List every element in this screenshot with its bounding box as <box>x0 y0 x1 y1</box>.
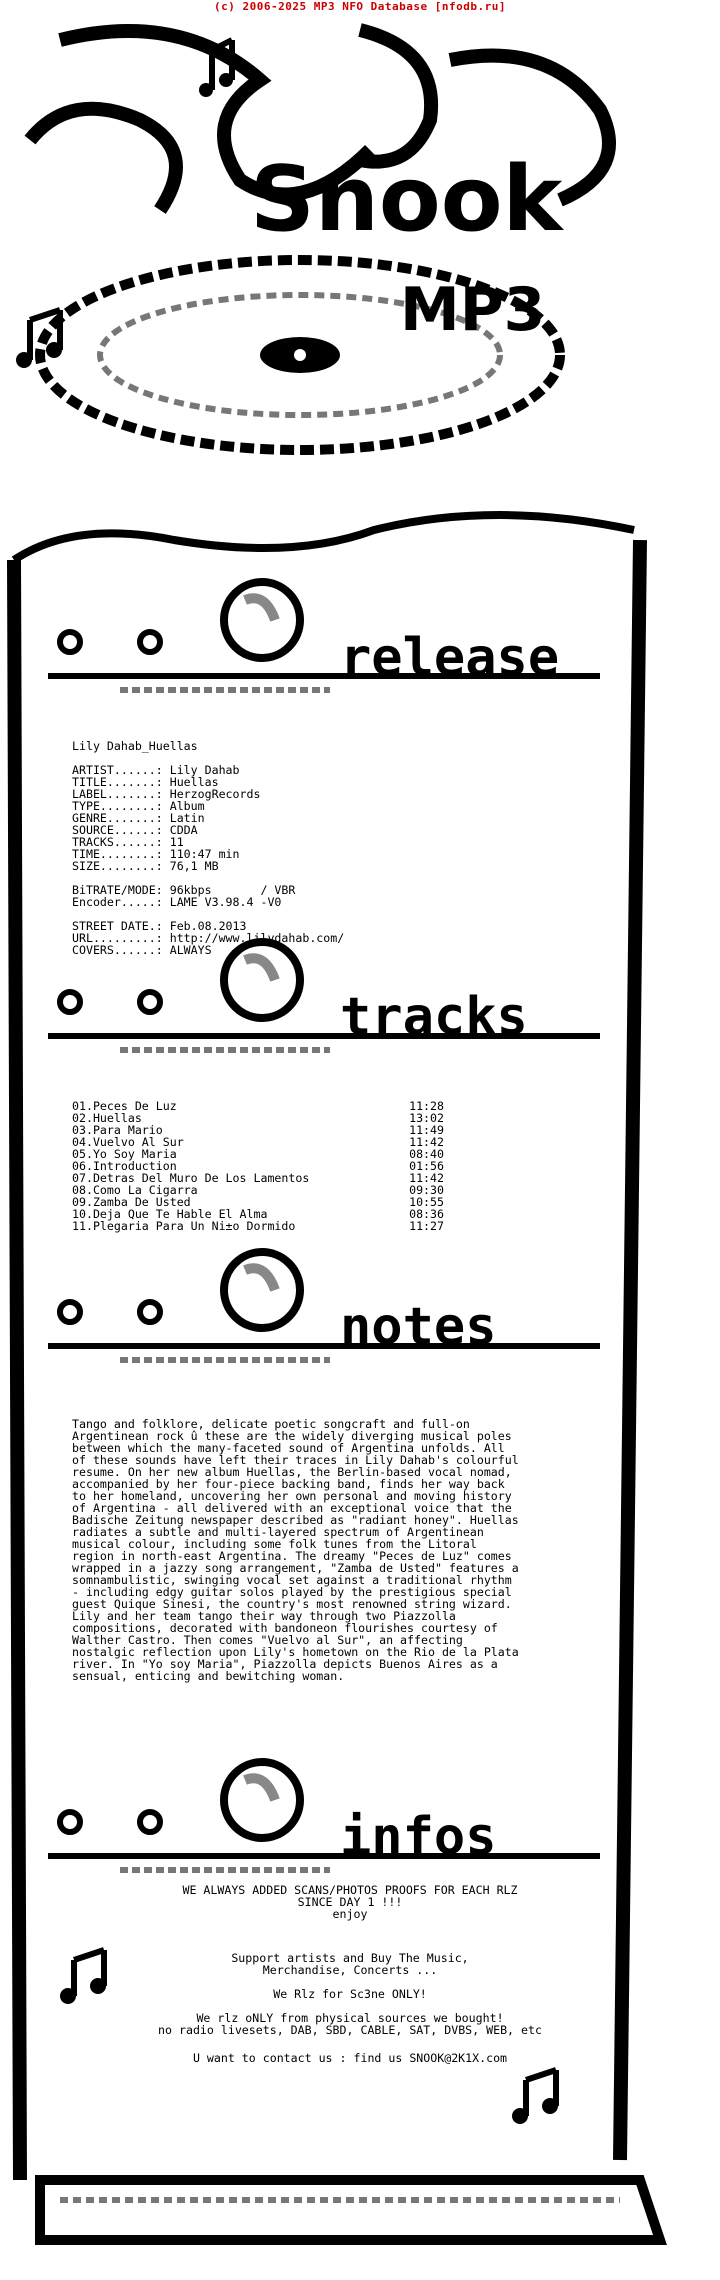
track-time: 11:42 <box>409 1171 444 1185</box>
infos-support-text <box>60 1952 640 1976</box>
track-title: 09.Zamba De Usted <box>72 1195 191 1209</box>
infos-scene-text: We Rlz for Sc3ne ONLY! <box>273 1987 427 2001</box>
track-title: 07.Detras Del Muro De Los Lamentos <box>72 1171 310 1185</box>
track-title: 05.Yo Soy Maria <box>72 1147 177 1161</box>
release-field: SOURCE......: CDDA <box>72 823 198 837</box>
release-label: release <box>340 628 560 688</box>
track-time: 09:30 <box>409 1183 444 1197</box>
notes-line: sensual, enticing and bewitching woman. <box>72 1669 345 1683</box>
release-field: GENRE.......: Latin <box>72 811 205 825</box>
notes-line: to her homeland, uncovering her own personal and moving history <box>72 1489 512 1503</box>
track-title: 11.Plegaria Para Un Ni±o Dormido <box>72 1219 296 1233</box>
release-name: Lily Dahab_Huellas <box>72 739 198 753</box>
notes-line: resume. On her new album Huellas, the Berlin-based vocal nomad, <box>72 1465 512 1479</box>
notes-line: radiates a subtle and multi-layered spectrum of Argentinean <box>72 1525 484 1539</box>
track-title: 03.Para Mario <box>72 1123 163 1137</box>
infos-line: Merchandise, Concerts ... <box>262 1963 438 1977</box>
release-field: TYPE........: Album <box>72 799 205 813</box>
track-time: 08:40 <box>409 1147 444 1161</box>
notes-line: compositions, decorated with bandoneon flourishes courtesy of <box>72 1621 498 1635</box>
tracks-section-header <box>48 942 600 1050</box>
track-list <box>72 1100 444 1232</box>
infos-line: enjoy <box>332 1907 368 1921</box>
notes-line: of Argentina - all delivered with an exceptional voice that the <box>72 1501 512 1515</box>
frame-bottom <box>40 2180 660 2240</box>
release-field: Encoder.....: LAME V3.98.4 -V0 <box>72 895 282 909</box>
release-field: ARTIST......: Lily Dahab <box>72 763 240 777</box>
logo-snook-text: Snook <box>250 147 563 252</box>
release-field: BiTRATE/MODE: 96kbps / VBR <box>72 883 296 897</box>
infos-section-header <box>48 1762 600 1870</box>
track-time: 08:36 <box>409 1207 444 1221</box>
release-field: TRACKS......: 11 <box>72 835 184 849</box>
infos-sources-text <box>60 2012 640 2036</box>
release-notes <box>72 1418 592 1682</box>
frame-top <box>14 515 634 560</box>
track-time: 11:49 <box>409 1123 444 1137</box>
notes-line: nostalgic reflection upon Lily's hometown on the Rio de la Plata <box>72 1645 519 1659</box>
track-title: 06.Introduction <box>72 1159 177 1173</box>
release-field: LABEL.......: HerzogRecords <box>72 787 261 801</box>
infos-line: no radio livesets, DAB, SBD, CABLE, SAT, DVBS, WEB, etc <box>158 2023 542 2037</box>
release-field: TITLE.......: Huellas <box>72 775 219 789</box>
track-title: 01.Peces De Luz <box>72 1099 177 1113</box>
track-time: 01:56 <box>409 1159 444 1173</box>
track-title: 04.Vuelvo Al Sur <box>72 1135 184 1149</box>
track-row <box>72 1220 444 1232</box>
snook-logo <box>30 30 609 450</box>
release-field: SIZE........: 76,1 MB <box>72 859 219 873</box>
infos-contact-text: U want to contact us : find us SNOOK@2K1X.com <box>192 2051 508 2065</box>
notes-line: Argentinean rock û these are the widely diverging musical poles <box>72 1429 512 1443</box>
track-time: 13:02 <box>409 1111 444 1125</box>
track-title: 10.Deja Que Te Hable El Alma <box>72 1207 268 1221</box>
release-field: STREET DATE.: Feb.08.2013 <box>72 919 247 933</box>
notes-line: Lily and her team tango their way through two Piazzolla <box>72 1609 456 1623</box>
notes-line: between which the many-faceted sound of Argentina unfolds. All <box>72 1441 505 1455</box>
infos-line: We rlz oNLY from physical sources we bought! <box>196 2011 504 2025</box>
notes-line: somnambulistic, swinging vocal set against a traditional rhythm <box>72 1573 512 1587</box>
track-time: 11:28 <box>409 1099 444 1113</box>
release-fields <box>72 764 344 956</box>
music-note-icon <box>16 40 233 368</box>
track-title: 08.Como La Cigarra <box>72 1183 198 1197</box>
infos-proofs-text <box>60 1884 640 1920</box>
notes-section-header <box>48 1252 600 1360</box>
notes-line: musical colour, including some folk tunes from the Litoral <box>72 1537 477 1551</box>
notes-line: Tango and folklore, delicate poetic songcraft and full-on <box>72 1417 470 1431</box>
notes-line: accompanied by her four-piece backing band, finds her way back <box>72 1477 505 1491</box>
release-field: URL.........: http://www.lilydahab.com/ <box>72 931 345 945</box>
track-time: 10:55 <box>409 1195 444 1209</box>
site-header: (c) 2006-2025 MP3 NFO Database [nfodb.ru] <box>213 0 507 13</box>
infos-line: SINCE DAY 1 !!! <box>297 1895 403 1909</box>
notes-line: Walther Castro. Then comes "Vuelvo al Sur", an affecting <box>72 1633 463 1647</box>
notes-line: Badische Zeitung newspaper described as "radiant honey". Huellas <box>72 1513 519 1527</box>
release-section-header <box>48 582 600 690</box>
track-title: 02.Huellas <box>72 1111 142 1125</box>
notes-line: of these sounds have left their traces in Lily Dahab's colourful <box>72 1453 519 1467</box>
notes-line: river. In "Yo soy Maria", Piazzolla depicts Buenos Aires as a <box>72 1657 498 1671</box>
infos-label: infos <box>340 1807 497 1867</box>
logo-mp3-text: MP3 <box>400 275 546 345</box>
infos-line: Support artists and Buy The Music, <box>231 1951 469 1965</box>
infos-line: WE ALWAYS ADDED SCANS/PHOTOS PROOFS FOR EACH RLZ <box>182 1883 518 1897</box>
notes-label: notes <box>340 1297 497 1357</box>
track-time: 11:27 <box>409 1219 444 1233</box>
release-field: TIME........: 110:47 min <box>72 847 240 861</box>
notes-line: region in north-east Argentina. The dreamy "Peces de Luz" comes <box>72 1549 512 1563</box>
release-field: COVERS......: ALWAYS <box>72 943 212 957</box>
tracks-label: tracks <box>340 987 528 1047</box>
track-time: 11:42 <box>409 1135 444 1149</box>
notes-line: wrapped in a jazzy song arrangement, "Zamba de Usted" features a <box>72 1561 519 1575</box>
notes-line: guest Quique Sinesi, the country's most renowned string wizard. <box>72 1597 512 1611</box>
notes-line: - including edgy guitar solos played by the prestigious special <box>72 1585 512 1599</box>
